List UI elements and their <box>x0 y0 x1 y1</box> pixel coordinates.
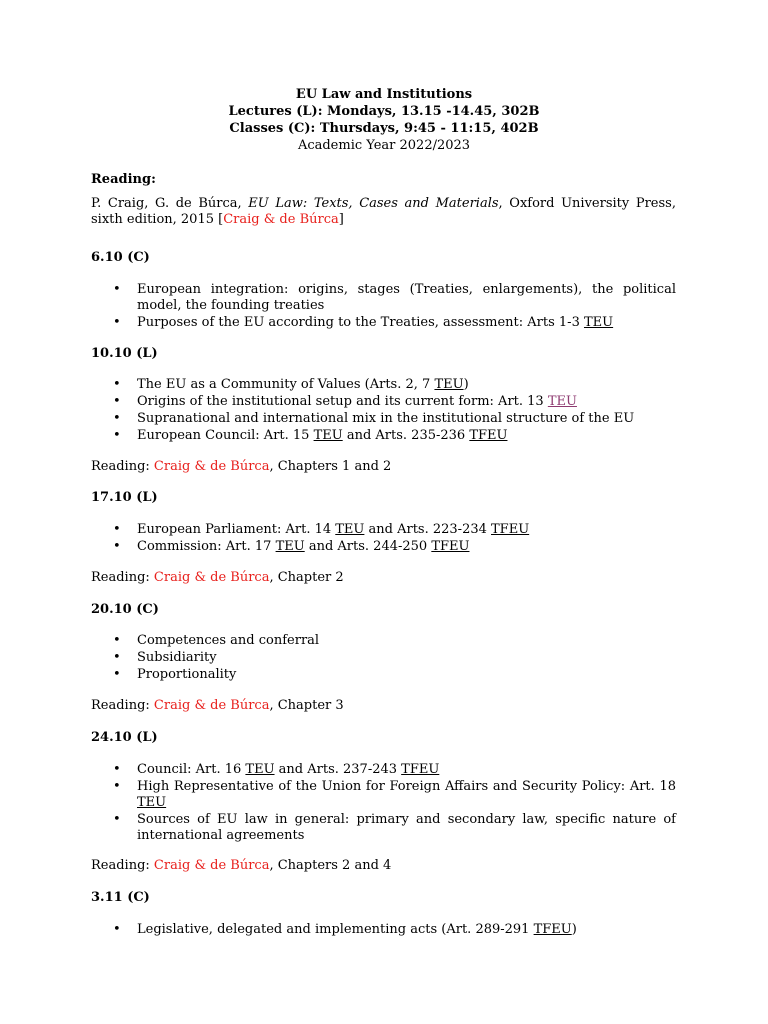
session-list-17-10 <box>91 522 676 556</box>
item-text: Subsidiarity <box>137 650 217 665</box>
item-text: Legislative, delegated and implementing acts (Art. 289-291 <box>137 922 534 937</box>
item-text: European integration: origins, stages (Treaties, enlargements), the political model, the founding treaties <box>137 282 676 313</box>
book-title: EU Law: Texts, Cases and Materials <box>248 196 499 211</box>
lectures-schedule: Lectures (L): Mondays, 13.15 -14.45, 302B <box>228 104 540 119</box>
reading-chapters: , Chapter 2 <box>269 570 344 585</box>
bullet: • <box>113 779 121 794</box>
tfeu-link[interactable]: TFEU <box>491 522 530 537</box>
teu-link[interactable]: TEU <box>275 539 305 554</box>
item-text: Origins of the institutional setup and its current form: Art. 13 <box>137 394 548 409</box>
bullet: • <box>113 922 121 937</box>
bullet: • <box>113 411 121 426</box>
list-item <box>91 779 676 811</box>
tfeu-link[interactable]: TFEU <box>431 539 470 554</box>
session-list-3-11 <box>91 922 676 939</box>
reading-chapters: , Chapters 1 and 2 <box>269 459 392 474</box>
session-heading-6-10: 6.10 (C) <box>91 250 150 265</box>
reading-chapters: , Chapters 2 and 4 <box>269 858 392 873</box>
item-text: The EU as a Community of Values (Arts. 2, 7 <box>137 377 435 392</box>
list-item <box>91 411 676 427</box>
item-text: Sources of EU law in general: primary and secondary law, specific nature of international agreements <box>137 812 676 843</box>
session-list-6-10 <box>91 282 676 332</box>
teu-link[interactable]: TEU <box>434 377 464 392</box>
list-item <box>91 394 676 410</box>
bullet: • <box>113 315 121 330</box>
reading-close: ] <box>338 212 344 227</box>
session-list-10-10 <box>91 377 676 445</box>
bullet: • <box>113 428 121 443</box>
reading-label: Reading: <box>91 459 154 474</box>
session-heading-10-10: 10.10 (L) <box>91 346 158 361</box>
bullet: • <box>113 812 121 827</box>
reading-chapters: , Chapter 3 <box>269 698 344 713</box>
list-item <box>91 315 676 331</box>
session-heading-3-11: 3.11 (C) <box>91 890 150 905</box>
session-heading-24-10: 24.10 (L) <box>91 730 158 745</box>
teu-link[interactable]: TEU <box>313 428 343 443</box>
item-text: ) <box>463 377 469 392</box>
reading-label: Reading: <box>91 858 154 873</box>
bullet: • <box>113 377 121 392</box>
craig-short-ref: Craig & de Búrca <box>223 212 339 227</box>
session-heading-17-10: 17.10 (L) <box>91 490 158 505</box>
list-item <box>91 650 676 666</box>
bullet: • <box>113 394 121 409</box>
classes-schedule: Classes (C): Thursdays, 9:45 - 11:15, 402B <box>229 121 539 136</box>
item-text: Proportionality <box>137 667 237 682</box>
teu-link[interactable]: TEU <box>335 522 365 537</box>
list-item <box>91 428 676 444</box>
craig-ref: Craig & de Búrca <box>153 459 270 474</box>
list-item <box>91 377 676 393</box>
item-text: High Representative of the Union for Foreign Affairs and Security Policy: Art. 18 <box>137 779 676 794</box>
list-item <box>91 667 676 683</box>
reading-publisher: , Oxford University Press, sixth edition, 2015 [ <box>91 196 676 227</box>
reading-label: Reading: <box>91 698 154 713</box>
session-heading-20-10: 20.10 (C) <box>91 602 159 617</box>
item-text: ) <box>571 922 577 937</box>
session-reading-20-10 <box>91 698 676 714</box>
bullet: • <box>113 522 121 537</box>
session-list-24-10 <box>91 762 676 845</box>
item-text: Supranational and international mix in the institutional structure of the EU <box>137 411 635 426</box>
item-text: Council: Art. 16 <box>137 762 246 777</box>
list-item <box>91 539 676 555</box>
bullet: • <box>113 539 121 554</box>
list-item <box>91 522 676 538</box>
craig-ref: Craig & de Búrca <box>153 570 270 585</box>
list-item <box>91 762 676 778</box>
bullet: • <box>113 633 121 648</box>
session-reading-24-10 <box>91 858 676 874</box>
session-list-20-10 <box>91 633 676 684</box>
item-text: Competences and conferral <box>137 633 320 648</box>
reading-authors: P. Craig, G. de Búrca, <box>91 196 249 211</box>
craig-ref: Craig & de Búrca <box>153 698 270 713</box>
list-item <box>91 282 676 314</box>
item-text: and Arts. 223-234 <box>364 522 492 537</box>
tfeu-link[interactable]: TFEU <box>469 428 508 443</box>
bullet: • <box>113 762 121 777</box>
bullet: • <box>113 282 121 297</box>
reading-reference <box>91 196 676 228</box>
tfeu-link[interactable]: TFEU <box>533 922 572 937</box>
teu-link[interactable]: TEU <box>583 315 614 330</box>
teu-link[interactable]: TEU <box>245 762 275 777</box>
session-reading-10-10 <box>91 459 676 475</box>
reading-heading: Reading: <box>91 172 156 187</box>
item-text: European Council: Art. 15 <box>137 428 314 443</box>
teu-link[interactable]: TEU <box>137 795 167 810</box>
reading-label: Reading: <box>91 570 154 585</box>
list-item <box>91 812 676 844</box>
academic-year: Academic Year 2022/2023 <box>297 138 471 153</box>
item-text: and Arts. 237-243 <box>274 762 402 777</box>
teu-hyperlink[interactable]: TEU <box>547 394 577 409</box>
document-header <box>0 86 768 154</box>
item-text: and Arts. 235-236 <box>342 428 470 443</box>
list-item <box>91 633 676 649</box>
item-text: and Arts. 244-250 <box>304 539 432 554</box>
item-text: European Parliament: Art. 14 <box>137 522 336 537</box>
session-reading-17-10 <box>91 570 676 586</box>
course-title: EU Law and Institutions <box>295 87 473 102</box>
list-item <box>91 922 676 938</box>
bullet: • <box>113 667 121 682</box>
bullet: • <box>113 650 121 665</box>
tfeu-link[interactable]: TFEU <box>401 762 440 777</box>
craig-ref: Craig & de Búrca <box>153 858 270 873</box>
item-text: Purposes of the EU according to the Treaties, assessment: Arts 1-3 <box>137 315 584 330</box>
item-text: Commission: Art. 17 <box>137 539 276 554</box>
